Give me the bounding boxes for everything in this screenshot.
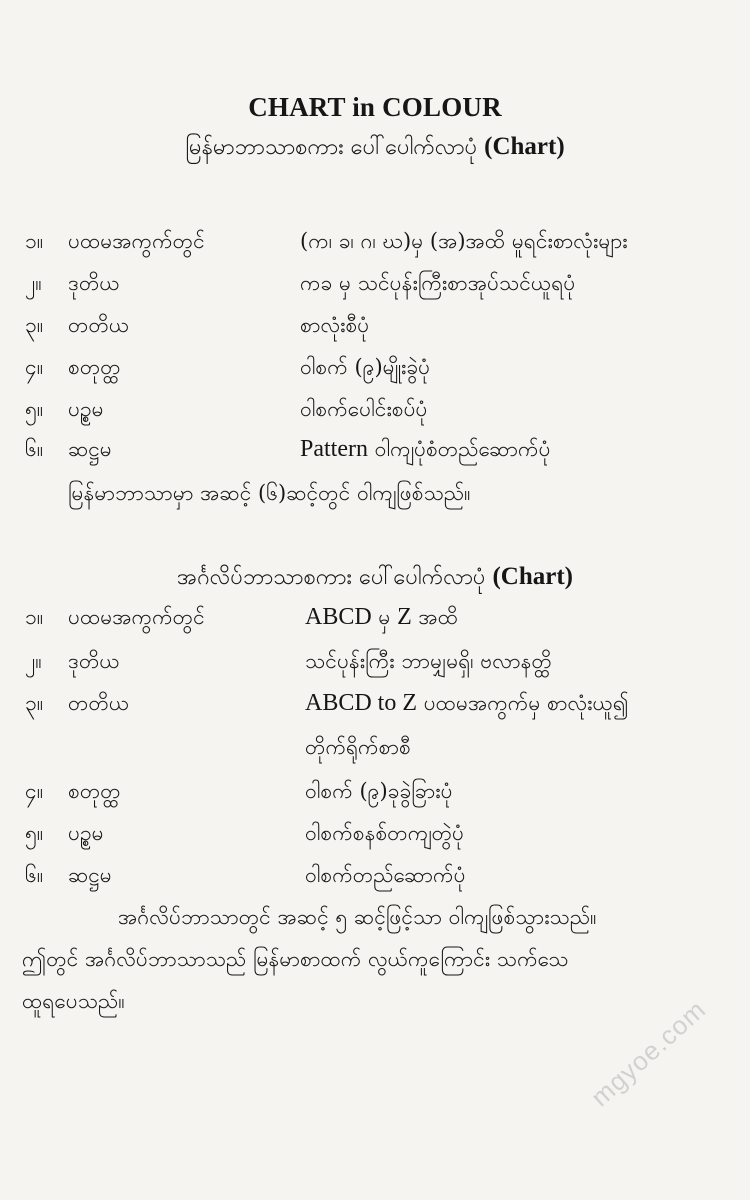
item-description-latin: ABCD (305, 604, 372, 630)
item-description-text-2: အထိ (418, 605, 459, 629)
item-description: သင်ပုန်းကြီး ဘာမျှမရှိ၊ ဗလာနတ္ထိ (305, 649, 552, 673)
item-description-latin: ABCD to Z (305, 690, 418, 716)
item-label: ဆဋ္ဌမ (68, 863, 112, 887)
item-description: ဝါစက်ပေါင်းစပ်ပုံ (300, 397, 428, 421)
item-label: ပထမအကွက်တွင် (68, 605, 205, 629)
item-label: ဒုတိယ (68, 271, 120, 295)
item-label: ပထမအကွက်တွင် (68, 229, 205, 253)
item-number: ၄။ (25, 355, 44, 379)
item-number: ၃။ (25, 691, 44, 715)
item-description-text: ဝါကျပုံစံတည်ဆောက်ပုံ (374, 437, 551, 461)
item-description: ဝါစက်တည်ဆောက်ပုံ (305, 863, 466, 887)
item-label: စတုတ္ထ (68, 779, 121, 803)
page-subtitle (0, 132, 750, 165)
subtitle-text: မြန်မာဘာသာစကား ပေါ်ပေါက်လာပုံ (185, 135, 478, 160)
item-number: ၅။ (25, 397, 44, 421)
section-title-tag: (Chart) (492, 563, 573, 590)
item-description-latin: Pattern (300, 436, 368, 462)
item-number: ၂။ (25, 649, 42, 673)
paragraph-line: အင်္ဂလိပ်ဘာသာတွင် အဆင့် ၅ ဆင့်ဖြင့်သာ ဝါကျဖြစ်သွားသည်။ (118, 905, 597, 929)
paragraph-line: ဤတွင် အင်္ဂလိပ်ဘာသာသည် မြန်မာစာထက် လွယ်ကူကြောင်း သက်သေ (22, 947, 569, 971)
item-label: တတိယ (68, 691, 130, 715)
item-number: ၃။ (25, 313, 44, 337)
item-label: စတုတ္ထ (68, 355, 121, 379)
subtitle-tag: (Chart) (484, 133, 565, 160)
item-number: ၂။ (25, 271, 42, 295)
item-number: ၁။ (25, 605, 44, 629)
item-number: ၁။ (25, 229, 44, 253)
item-description: ဝါစက် (၉)မျိုးခွဲပုံ (300, 355, 431, 379)
item-description: (က၊ ခ၊ ဂ၊ ဃ)မှ (အ)အထိ မူရင်းစာလုံးများ (300, 229, 628, 253)
item-description: ဝါစက် (၉)ခုခွဲခြားပုံ (305, 779, 453, 803)
item-description (305, 604, 458, 635)
item-description (300, 436, 551, 467)
section-note: မြန်မာဘာသာမှာ အဆင့် (၆)ဆင့်တွင် ဝါကျဖြစ်သည်။ (68, 481, 471, 505)
item-label: ဒုတိယ (68, 649, 120, 673)
item-number: ၆။ (25, 863, 44, 887)
item-description-line2: တိုက်ရိုက်စာစီ (305, 735, 411, 759)
item-description-latin-2: Z (397, 604, 412, 630)
item-number: ၄။ (25, 779, 44, 803)
page-title: CHART in COLOUR (248, 92, 502, 122)
item-description-text: မှ (378, 605, 391, 629)
item-number: ၅။ (25, 821, 44, 845)
section-title-text: အင်္ဂလိပ်ဘာသာစကား ပေါ်ပေါက်လာပုံ (177, 565, 486, 590)
paragraph-line: ထူရပေသည်။ (22, 989, 125, 1013)
item-label: ဆဋ္ဌမ (68, 437, 112, 461)
item-description: ကခ မှ သင်ပုန်းကြီးစာအုပ်သင်ယူရပုံ (300, 271, 576, 295)
item-label: ပဉ္စမ (68, 397, 104, 421)
item-description (305, 690, 629, 721)
item-number: ၆။ (25, 437, 44, 461)
item-description: ဝါစက်စနစ်တကျတွဲပုံ (305, 821, 465, 845)
item-label: ပဉ္စမ (68, 821, 104, 845)
item-description-text: ပထမအကွက်မှ စာလုံးယူ၍ (423, 691, 629, 715)
item-label: တတိယ (68, 313, 130, 337)
watermark: mgyoe.com (585, 994, 712, 1113)
item-description: စာလုံးစီပုံ (300, 313, 370, 337)
section-title (0, 562, 750, 595)
